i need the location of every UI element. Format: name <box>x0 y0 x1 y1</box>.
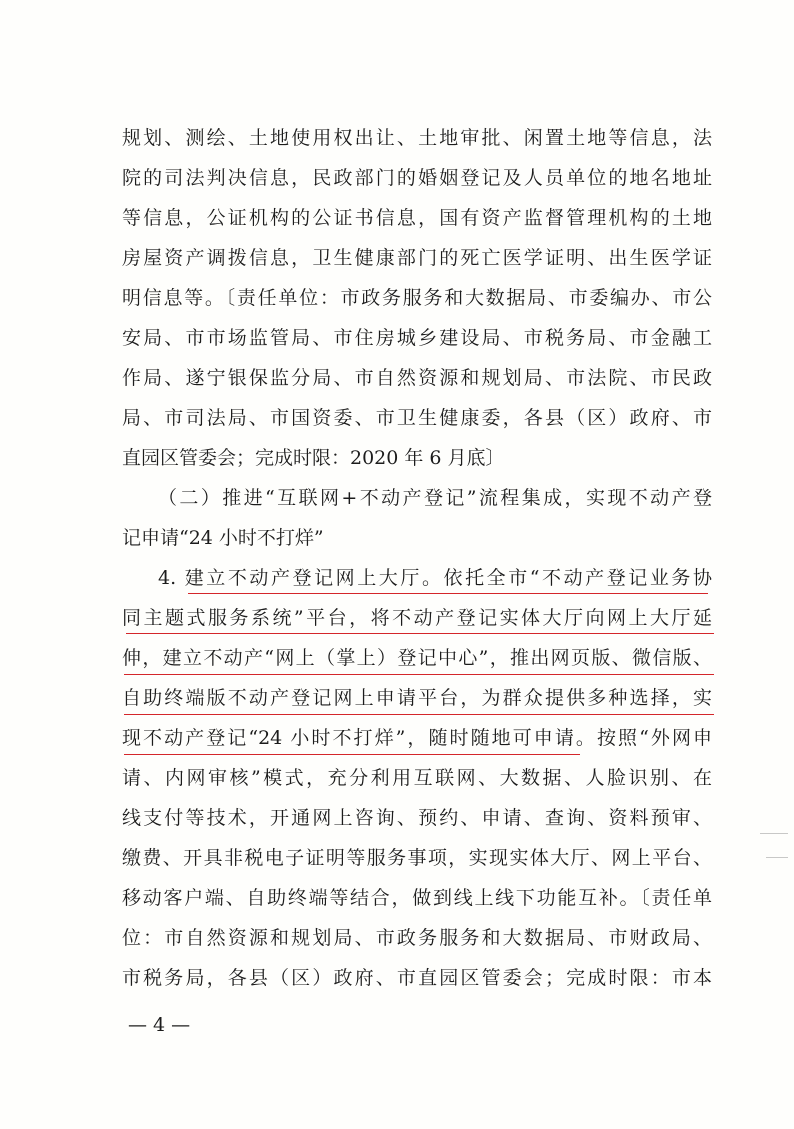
page-number: — 4 — <box>128 1014 191 1036</box>
red-underline <box>126 633 714 634</box>
scan-mark <box>760 833 788 834</box>
section-heading-continued: 记申请“24 小时不打烊” <box>122 527 324 549</box>
text-line: 请、内网审核”模式，充分利用互联网、大数据、人脸识别、在 <box>122 767 712 789</box>
scan-mark <box>766 857 788 858</box>
text-line: 直园区管委会；完成时限：2020 年 6 月底〕 <box>122 447 505 469</box>
text-line: 同主题式服务系统”平台，将不动产登记实体大厅向网上大厅延 <box>122 607 712 629</box>
text-line: 规划、测绘、土地使用权出让、土地审批、闲置土地等信息，法 <box>122 127 712 149</box>
text-line: 局、市司法局、市国资委、市卫生健康委，各县（区）政府、市 <box>122 407 712 429</box>
text-line: 市税务局，各县（区）政府、市直园区管委会；完成时限：市本 <box>122 967 712 989</box>
paragraph-item-4: 4. 建立不动产登记网上大厅。依托全市“不动产登记业务协 <box>158 567 712 589</box>
red-underline <box>124 674 714 675</box>
text-line: 等信息，公证机构的公证书信息，国有资产监督管理机构的土地 <box>122 207 712 229</box>
red-underline <box>188 593 708 594</box>
text-line: 安局、市市场监管局、市住房城乡建设局、市税务局、市金融工 <box>122 327 712 349</box>
red-underline <box>124 714 714 715</box>
text-line: 缴费、开具非税电子证明等服务事项，实现实体大厅、网上平台、 <box>122 847 712 869</box>
text-line: 明信息等。〔责任单位：市政务服务和大数据局、市委编办、市公 <box>122 287 712 309</box>
text-line: 位：市自然资源和规划局、市政务服务和大数据局、市财政局、 <box>122 927 712 949</box>
section-heading: （二）推进“互联网+不动产登记”流程集成，实现不动产登 <box>158 487 712 509</box>
text-line: 移动客户端、自助终端等结合，做到线上线下功能互补。〔责任单 <box>122 887 712 909</box>
text-line: 伸，建立不动产“网上（掌上）登记中心”，推出网页版、微信版、 <box>122 647 712 669</box>
text-line: 房屋资产调拨信息，卫生健康部门的死亡医学证明、出生医学证 <box>122 247 712 269</box>
text-line: 线支付等技术，开通网上咨询、预约、申请、查询、资料预审、 <box>122 807 712 829</box>
red-underline <box>124 754 580 755</box>
text-line: 作局、遂宁银保监分局、市自然资源和规划局、市法院、市民政 <box>122 367 712 389</box>
text-line: 院的司法判决信息，民政部门的婚姻登记及人员单位的地名地址 <box>122 167 712 189</box>
text-line: 现不动产登记“24 小时不打烊”，随时随地可申请。按照“外网申 <box>122 727 712 749</box>
text-line: 自助终端版不动产登记网上申请平台，为群众提供多种选择，实 <box>122 687 712 709</box>
